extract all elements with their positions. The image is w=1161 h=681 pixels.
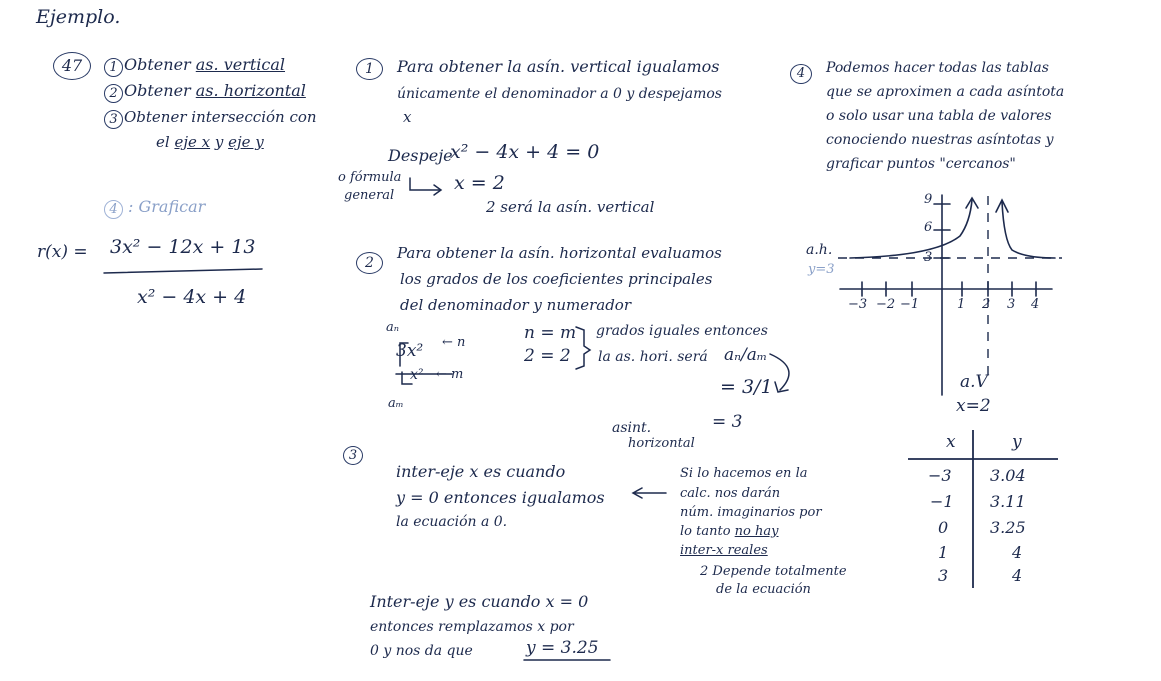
text-line: Podemos hacer todas las tablas — [826, 60, 1049, 76]
step-number: 1 — [104, 58, 123, 77]
side-note-line: calc. nos darán — [680, 486, 781, 501]
no-real-x-intercepts: inter-x reales — [680, 543, 768, 558]
x-tick-label: 4 — [1031, 297, 1040, 312]
text-line: conociendo nuestras asíntotas y — [826, 132, 1054, 148]
y-tick-label: 3 — [924, 250, 933, 265]
fraction-bar — [104, 269, 262, 273]
side-note-line: lo tanto — [680, 524, 735, 539]
text-line: inter-eje x es cuando — [396, 462, 566, 481]
degrees-equal-text: grados iguales entonces — [596, 323, 768, 339]
table-cell-x: 0 — [938, 518, 949, 537]
step-number: 2 — [104, 84, 123, 103]
table-cell-y: 3.11 — [990, 492, 1026, 511]
section-number: 3 — [343, 446, 363, 465]
an-label: aₙ — [386, 320, 400, 335]
asint-label: asint. — [612, 420, 652, 436]
step-label-underlined: as. horizontal — [195, 81, 306, 100]
table-cell-x: 1 — [938, 543, 949, 562]
degree-m-arrow: ← m — [436, 367, 464, 382]
step-label: Obtener — [124, 81, 196, 100]
x-tick-label: −3 — [848, 297, 868, 312]
table-cell-x: −1 — [930, 492, 954, 511]
text-line: la ecuación a 0. — [396, 514, 508, 530]
y-tick-label: 6 — [924, 220, 933, 235]
problem-number: 47 — [53, 52, 91, 80]
step-number: 4 — [104, 200, 123, 219]
horizontal-asymptote-equation: y=3 — [808, 262, 835, 277]
degree-n-arrow: ← n — [442, 335, 466, 350]
text-line: y = 0 entonces igualamos — [396, 488, 605, 507]
curly-brace — [576, 327, 590, 369]
table-header-x: x — [946, 432, 956, 452]
horizontal-asymptote-label: a.h. — [806, 242, 833, 258]
section-number: 2 — [356, 252, 383, 274]
x-tick-label: −2 — [876, 297, 896, 312]
text-line: únicamente el denominador a 0 y despejamos — [397, 86, 722, 102]
x-tick-label: 1 — [957, 297, 966, 312]
table-cell-x: 3 — [938, 566, 949, 585]
denominator-lead-term: x² — [410, 367, 424, 383]
table-cell-y: 4 — [1012, 543, 1023, 562]
numerator-lead-term: 3x² — [396, 341, 424, 361]
horizontal-text: la as. hori. será — [598, 349, 708, 365]
text-line: Para obtener la asín. vertical igualamos — [397, 57, 720, 76]
text-line: del denominador y numerador — [400, 296, 631, 314]
section-number: 1 — [356, 58, 383, 80]
table-cell-y: 3.25 — [990, 518, 1026, 537]
vertical-asymptote-label: a.V — [960, 372, 988, 392]
curved-arrow — [770, 354, 789, 390]
eje-y-label: eje y — [228, 133, 264, 151]
horizontal-asymptote-value: = 3 — [712, 412, 743, 432]
function-numerator: 3x² − 12x + 13 — [110, 236, 256, 258]
eje-x-label: eje x — [174, 133, 211, 151]
step-label: Obtener — [124, 55, 196, 74]
formula-label: general — [344, 188, 395, 203]
step-number: 3 — [104, 110, 123, 129]
text-line: los grados de los coeficientes principales — [400, 270, 713, 288]
side-note-line: núm. imaginarios por — [680, 505, 822, 520]
vertical-note: 2 será la asín. vertical — [486, 198, 655, 216]
ratio-label: aₙ/aₘ — [724, 345, 768, 365]
x-tick-label: 2 — [982, 297, 991, 312]
table-header-y: y — [1012, 432, 1022, 452]
no-hay-label: no hay — [734, 524, 779, 539]
vertical-result: x = 2 — [454, 172, 505, 194]
table-cell-y: 4 — [1012, 566, 1023, 585]
depends-note: de la ecuación — [716, 582, 811, 597]
step-label-underlined: as. vertical — [195, 55, 286, 74]
ratio-value: = 3/1 — [720, 376, 773, 398]
page-title: Ejemplo. — [36, 6, 121, 28]
bracket — [400, 343, 408, 366]
table-cell-y: 3.04 — [990, 466, 1026, 485]
text-line: x — [403, 108, 412, 126]
text-fragment: el — [156, 133, 175, 151]
text-line: Inter-eje y es cuando x = 0 — [370, 592, 589, 611]
table-cell-x: −3 — [928, 466, 952, 485]
horizontal-label: horizontal — [628, 436, 695, 451]
step-label: Obtener intersección con — [124, 108, 317, 126]
x-tick-label: −1 — [900, 297, 920, 312]
formula-arrow — [410, 178, 440, 190]
text-line: o solo usar una tabla de valores — [826, 108, 1052, 124]
text-line: 0 y nos da que — [370, 643, 473, 659]
text-line: que se aproximen a cada asíntota — [826, 84, 1065, 100]
quadratic-equation: x² − 4x + 4 = 0 — [450, 141, 600, 163]
text-line: entonces remplazamos x por — [370, 619, 574, 635]
side-note-line: Si lo hacemos en la — [680, 466, 808, 481]
y-tick-label: 9 — [924, 192, 933, 207]
function-denominator: x² − 4x + 4 — [137, 286, 247, 308]
step-label: Graficar — [138, 197, 206, 216]
text-line: Para obtener la asín. horizontal evaluamos — [397, 244, 722, 262]
despeje-label: Despeje — [388, 146, 453, 165]
text-fragment: y — [210, 133, 229, 151]
text-line: graficar puntos "cercanos" — [826, 156, 1016, 172]
y-intercept-result: y = 3.25 — [526, 638, 599, 658]
section-number: 4 — [790, 64, 812, 84]
am-label: aₘ — [388, 396, 404, 411]
n-equals-m: n = m — [524, 323, 577, 343]
x-tick-label: 3 — [1007, 297, 1016, 312]
two-equals-two: 2 = 2 — [524, 346, 571, 366]
vertical-asymptote-equation: x=2 — [956, 396, 991, 416]
function-lhs: r(x) = — [37, 242, 88, 262]
depends-note: 2 Depende totalmente — [700, 564, 847, 579]
formula-label: o fórmula — [338, 170, 402, 185]
